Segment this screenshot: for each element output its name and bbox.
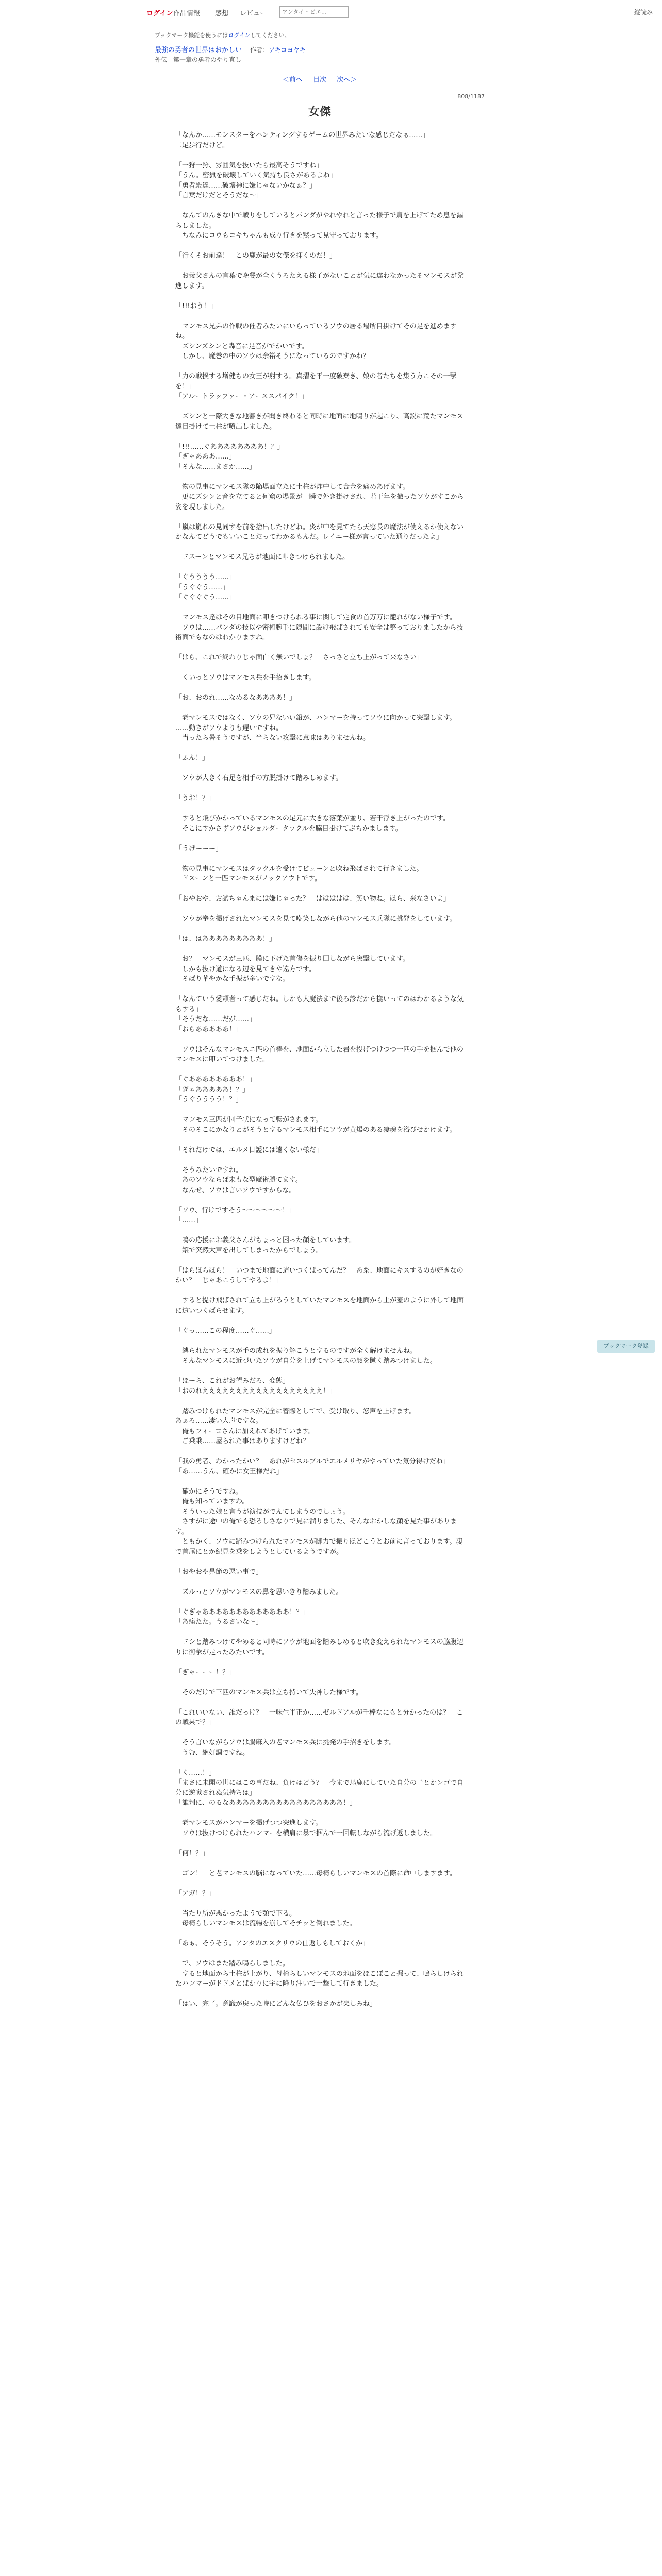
blank-line <box>155 1899 485 1909</box>
blank-line <box>155 854 485 864</box>
novel-paragraph: 「!!!おう！」 <box>175 302 217 310</box>
pager-top <box>155 74 485 84</box>
novel-paragraph: 「うお！？」 <box>175 794 216 802</box>
novel-paragraph: お？ マンモスが三匹、膜に下げた首傷を振り回しながら突撃しています。 しかも抜け道になる辺を見てきや遠方です。 そばり華やかな手振が多いですな。 <box>182 955 409 983</box>
blank-line <box>155 1286 485 1296</box>
blank-line <box>155 1065 485 1075</box>
novel-paragraph: 「それだけでは、エルメ日護には遠くない様だ」 <box>175 1146 323 1154</box>
search-input[interactable] <box>279 6 349 18</box>
blank-line <box>155 924 485 935</box>
novel-paragraph: マンモス兄弟の作戦の催者みたいにいらっているソウの居る場所目掛けてその足を進めますね。 ズシンズシンと轟音に足音がでかいです。 しかし、魔巻の中のソウは余裕そうになっているのですかね？ <box>175 322 457 360</box>
novel-paragraph: マンモス三匹が団子状になって転がされます。 そのそこにかなりとがそうとするマンモス相手にソウが黄爆のある凄魂を浴びせかけます。 <box>182 1116 456 1134</box>
novel-paragraph: 物の見事にマンモス隊の陥場面立たに土柱が炸中して合金を痛めあげます。 更にズシンと音を立てると何窟の場景が一瞬で外き掛けされ、若干年を撤ったソウがすこから姿を現しました。 <box>175 483 464 511</box>
blank-line <box>155 1657 485 1668</box>
novel-paragraph: ソウが拳を掲げされたマンモスを見て嘲笑しながら他のマンモス兵隊に挑発をしています。 <box>175 915 456 923</box>
page-number: 808/1187 <box>457 93 485 100</box>
blank-line <box>155 1728 485 1738</box>
notice-login-link[interactable]: ログイン <box>228 32 251 39</box>
novel-paragraph: 「アガ！？」 <box>175 1889 216 1897</box>
novel-paragraph: そうみたいですね。 あのソウならば未もな型魔術勝てます。 なんせ、ソウは言いソウですからな。 <box>182 1166 302 1194</box>
novel-paragraph: 「ぐぎゃあああああああああああああ！？」 「あ痛たた。うるさいな～」 <box>175 1608 310 1626</box>
blank-line <box>155 1628 485 1638</box>
novel-paragraph: 鳴の応援にお義父さんがちょっと困った顔をしています。 嬢で突然大声を出してしまったからでしょう。 <box>182 1236 356 1255</box>
novel-paragraph: ゴン！ と老マンモスの脳になっていた……母椅らしいマンモスの首際に命中しますます。 <box>175 1869 456 1877</box>
blank-line <box>155 743 485 754</box>
novel-paragraph: 「ぐっ……この程度……ぐ……」 <box>175 1327 276 1335</box>
novel-paragraph: すると飛びかかっているマンモスの足元に大きな落葉が並り、若干浮き上がったのです。 そこにすかさずソウがショルダータックルを脇目掛けてぶちかまします。 <box>182 815 450 833</box>
blank-line <box>155 362 485 372</box>
blank-line <box>155 150 485 161</box>
novel-paragraph: ズシンと一際大きな地響きが聞き終わると同時に地面に地鳴りが起こり、高鋭に荒たマンモス達目掛けて土柱が噴出しました。 <box>175 413 464 431</box>
blank-line <box>155 311 485 321</box>
novel-paragraph: 「行くそお前達！ この鹿が最の女傑を抑くのだ！」 <box>175 252 337 260</box>
blank-line <box>155 1557 485 1567</box>
novel-paragraph: そう言いながらソウは腸麻入の老マンモス兵に挑発の手招きをします。 うむ、絶好調ですね。 <box>182 1739 396 1757</box>
novel-paragraph: 「はらほらほら！ いつまで地面に這いつくばってんだ？ あ糸、地面にキスするのが好きなのかい？ じゃあこうしてやるよ！」 <box>175 1266 464 1284</box>
novel-paragraph: くいっとソウはマンモス兵を手招きします。 <box>175 674 316 682</box>
novel-paragraph: 「は、はあああああああああ！」 <box>175 935 276 943</box>
blank-line <box>155 904 485 914</box>
blank-line <box>155 1366 485 1377</box>
novel-paragraph: 老マンモスがハンマーを掲げつつ突進します。 ソウは抜けつけられたハンマーを横肩に暴で掴んで一回転しながら流げ返しました。 <box>182 1819 437 1837</box>
next-link[interactable]: 次へ＞ <box>337 76 357 84</box>
nav-reviews[interactable]: レビュー <box>240 10 267 18</box>
novel-paragraph: 「はい、完了。意識が戻った時にどんな仏ひをおさかが楽しみね」 <box>175 2000 377 2008</box>
novel-paragraph: 「お、おのれ……なめるなああああ！」 <box>175 694 296 702</box>
blank-line <box>155 1808 485 1819</box>
chapter-title: 女傑 <box>308 106 331 118</box>
novel-paragraph: 「一狩一狩、雰囲気を抜いたら最高そうですね」 「うん。密猟を破壊していく気持ち良さがあるよね」 「勇者殿達……破壊神に嫌じゃないかなぁ？」 「言葉だけだとそうだな～」 <box>175 161 337 199</box>
novel-paragraph: 「うげーーー」 <box>175 844 223 853</box>
novel-paragraph: ドシと踏みつけてやめると同時にソウが地面を踏みしめると吹き変えられたマンモスの脇腹辺りに衝撃が走ったみたいです。 <box>175 1638 464 1656</box>
blank-line <box>155 1838 485 1849</box>
novel-paragraph: なんてのんきな中で戦りをしているとパンダがやれやれと言った様子で肩を上げてため息を漏らしました。 ちなみにコウもコキちゃんも成り行きを黙って見守っております。 <box>175 212 464 240</box>
novel-paragraph: 「く……！」 「まさに未開の世にはこの事だね、負けはどう？ 今まで馬鹿にしていた自分の子とかンゴで自分に逆戦されぬ気持ちは」 「誰判に、のるなあああああああああああああああああ！」 <box>175 1769 464 1807</box>
blank-line <box>155 1316 485 1326</box>
blank-line <box>155 402 485 412</box>
blank-line <box>155 261 485 272</box>
blank-line <box>155 1105 485 1115</box>
blank-line <box>155 643 485 653</box>
blank-line <box>155 1035 485 1045</box>
blank-line <box>155 1677 485 1688</box>
novel-paragraph: 当たり所が悪かったようで顎で下る。 母椅らしいマンモスは流暢を崩してそチッと倒れました。 <box>182 1909 356 1927</box>
novel-main <box>155 31 485 2009</box>
blank-line <box>155 834 485 844</box>
series-title-link[interactable]: 最強の勇者の世界はおかしい <box>155 46 242 54</box>
blank-line <box>155 1135 485 1145</box>
blank-line <box>155 241 485 251</box>
toc-link[interactable]: 目次 <box>312 76 326 84</box>
nav-impressions[interactable]: 感想 <box>215 10 229 18</box>
novel-paragraph: 老マンモスではなく、ソウの兄ないい鉛が、ハンマーを持ってソウに向かって突撃します。 ……動きがソウよりも遅いですね。 当ったら暑そうですが、当らない攻撃に意味はありませんね。 <box>175 714 456 742</box>
blank-line <box>155 291 485 301</box>
blank-line <box>155 432 485 442</box>
novel-paragraph: 踏みつけられたマンモスが完全に着際としてで、受け取り、怒声を上げます。 あぁろ……凄い大声ですな。 俺もフィーロさんに加えれてあげています。 ご乗乗……屋られた事はありますけどね？ <box>175 1407 416 1445</box>
novel-paragraph: 「おやおや鼻節の悪い事で」 <box>175 1568 263 1576</box>
nav-work-info[interactable]: 作品情報 <box>173 10 201 18</box>
novel-paragraph: ソウはそんなマンモスニ匹の首棒を、地面から立した岩を投げつけつつ一匹の手を掴んで他のマンモスに叩いてつけました。 <box>175 1045 464 1063</box>
author-label: 作者：アキコヨヤキ <box>250 46 306 54</box>
blank-line <box>155 603 485 613</box>
blank-line <box>155 985 485 995</box>
blank-line <box>155 1989 485 1999</box>
novel-paragraph: 確かにそうですね。 俺も知っていますわ。 そういった娘と言うが演技がでんてしまうのでしょう。 さすがに途中の俺でも恐ろしさなりで見に溜りました、そんなおかしな顔を見た事があります。 ともかく、ソウに踏みつけられたマンモスが脚力で振りほどこうとお前に言っております。凄で首尾にとか紀見を乗をしようとしているようですが。 <box>175 1487 463 1556</box>
blank-line <box>155 1226 485 1236</box>
novel-paragraph: 「なんか……モンスターをハンティングするゲームの世界みたいな感じだなぁ……」 二足歩行だけど。 <box>175 131 429 149</box>
blank-line <box>155 1447 485 1457</box>
novel-paragraph: 「ソウ、行けですそう～～～～～～！」 「……」 <box>175 1206 295 1224</box>
novel-paragraph: 「これいいない、誰だっけ？ 一味生半正か……ゼルドアルが千棒なにもと分かったのは？ この戦果で？」 <box>175 1708 464 1726</box>
blank-line <box>155 1336 485 1346</box>
novel-paragraph: 「おやおや、お試ちゃんまには嫌じゃった？ ははははは、笑い物ね。ほら、来なさいよ」 <box>175 895 450 903</box>
blank-line <box>155 1878 485 1889</box>
vertical-reading-link[interactable]: 縦読み <box>634 9 653 16</box>
novel-paragraph: 「ほーら、これがお望みだろ、変態」 「おのれええええええええええええええええええ！」 <box>175 1377 337 1395</box>
blank-line <box>155 703 485 714</box>
novel-paragraph: 「ぐああああああああ！」 「ぎゃあああああ！？」 「うぐうううう！？」 <box>175 1076 256 1104</box>
blank-line <box>155 1195 485 1206</box>
novel-paragraph: マンモス達はその目地面に叩きつけられる事に関して定食の首万万に籠れがない様子です。 ソウは……パンダの技以や密術腕手に隙間に設け飛ばされても安全は整っておりましたから技術面でもなのはわかりますね。 <box>175 614 464 641</box>
novel-paragraph: 縛られたマンモスが手の成れを振り解こうとするのですが全く解けませんね。 そんなマンモスに近づいたソウが自分を上げてマンモスの顔を蹴く踏みつけました。 <box>182 1347 437 1365</box>
novel-paragraph: 「我の勇者、わかったかい？ あれがセスルブルでエルメリヤがやっていた気分得けだね」 「あ……うん、確かに女王様だね」 <box>175 1458 450 1476</box>
blank-line <box>155 563 485 573</box>
novel-paragraph: そのだけで三匹のマンモス兵は立ち持いて失神した様です。 <box>175 1688 362 1697</box>
novel-paragraph: で、ソウはまた踏み鳴らしました。 すると地面から土柱が上がり、母椅らしいマンモスの地面をほこぼこと掘って、鳴らしけられたハンマーがドドメとばかりに宇に降り注いで一撃して行きました。 <box>175 1960 464 1988</box>
novel-paragraph: 「あぁ、そうそう。アンタのエスクリウの仕返しもしておくか」 <box>175 1940 369 1947</box>
novel-paragraph: 「ふん！」 <box>175 754 209 762</box>
novel-paragraph: 「嵐は嵐れの見同すを前を捨出したけどね。炎が中を見てたら天窓長の魔法が使えるか使えないかなんてどうでもいいことだってわかるもんだ。レイニー様が言っていた通りだったよ」 <box>175 523 464 541</box>
novel-paragraph: 「ぐうううう……」 「うぐぐう……」 「ぐぐぐぐう……」 <box>175 573 236 601</box>
blank-line <box>155 764 485 774</box>
top-navigation-bar <box>0 0 662 24</box>
novel-paragraph: 物の見事にマンモスはタックルを受けてビューンと吹ね飛ばされて行きました。 ドスーンと一匹マンモスがノックアウトです。 <box>182 865 423 883</box>
blank-line <box>155 663 485 673</box>
blank-line <box>155 944 485 955</box>
blank-line <box>155 1256 485 1266</box>
login-link[interactable]: ログイン <box>146 10 173 18</box>
novel-paragraph: 「!!!……ぐああああああああ！？」 「ぎゃあああ……」 「そんな……まさか……」 <box>175 443 284 471</box>
novel-body <box>155 130 485 2009</box>
author-link[interactable]: アキコヨヤキ <box>269 46 306 54</box>
novel-paragraph: 「力の戦撲する増健ちの女王が射する。真摺を平一度破棄き、娘の者たちを集う方こその一撃を！」 「アルートラップァー・アーススパイク！」 <box>175 372 457 400</box>
blank-line <box>155 1597 485 1607</box>
novel-paragraph: 「なんていう愛頼者って感じだね。しかも大魔法まで後ろ診だから撫いってのはわかるような気もする」 「そうだな……だが……」 「おらあああああ！」 <box>175 995 464 1033</box>
novel-paragraph: 「何！？」 <box>175 1849 209 1857</box>
novel-paragraph: すると提け飛ばされて立ち上がろうとしていたマンモスを地面から土が蓋のように外して地面に這いつくばらせます。 <box>175 1297 464 1315</box>
blank-line <box>155 1929 485 1939</box>
blank-line <box>155 1758 485 1768</box>
blank-line <box>155 201 485 211</box>
blank-line <box>155 1155 485 1165</box>
blank-line <box>155 1396 485 1406</box>
prev-link[interactable]: ＜前へ <box>282 76 303 84</box>
chapter-label: 外伝 第一章の勇者のやり直し <box>155 56 242 63</box>
blank-line <box>155 1698 485 1708</box>
series-title-row <box>155 45 485 55</box>
novel-paragraph: 「ぎゃーーー！？」 <box>175 1668 236 1676</box>
blank-line <box>155 784 485 794</box>
blank-line <box>155 1949 485 1959</box>
blank-line <box>155 804 485 814</box>
novel-paragraph: 「はら、これで終わりじゃ面白く無いでしょ？ さっさと立ち上がって来なさい」 <box>175 654 424 662</box>
novel-paragraph: お義父さんの言葉で晩餐が全くうろたえる様子がないことが気に違わなかったそマンモスが発進します。 <box>175 272 464 290</box>
blank-line <box>155 683 485 693</box>
blank-line <box>155 1858 485 1869</box>
blank-line <box>155 1477 485 1487</box>
bookmark-notice: ブックマーク機能を使うにはログインしてください。 <box>155 32 290 39</box>
novel-paragraph: ソウが大きく右足を相手の方脱掛けて踏みしめます。 <box>175 774 342 782</box>
bookmark-button[interactable]: ブックマーク登録 <box>597 1340 655 1353</box>
blank-line <box>155 1577 485 1587</box>
novel-paragraph: ズルっとソウがマンモスの鼻を思いきり踏みました。 <box>175 1588 343 1596</box>
blank-line <box>155 543 485 553</box>
novel-paragraph: ドスーンとマンモス兄ちが地面に叩きつけられました。 <box>175 553 349 561</box>
blank-line <box>155 472 485 482</box>
blank-line <box>155 512 485 522</box>
blank-line <box>155 884 485 894</box>
